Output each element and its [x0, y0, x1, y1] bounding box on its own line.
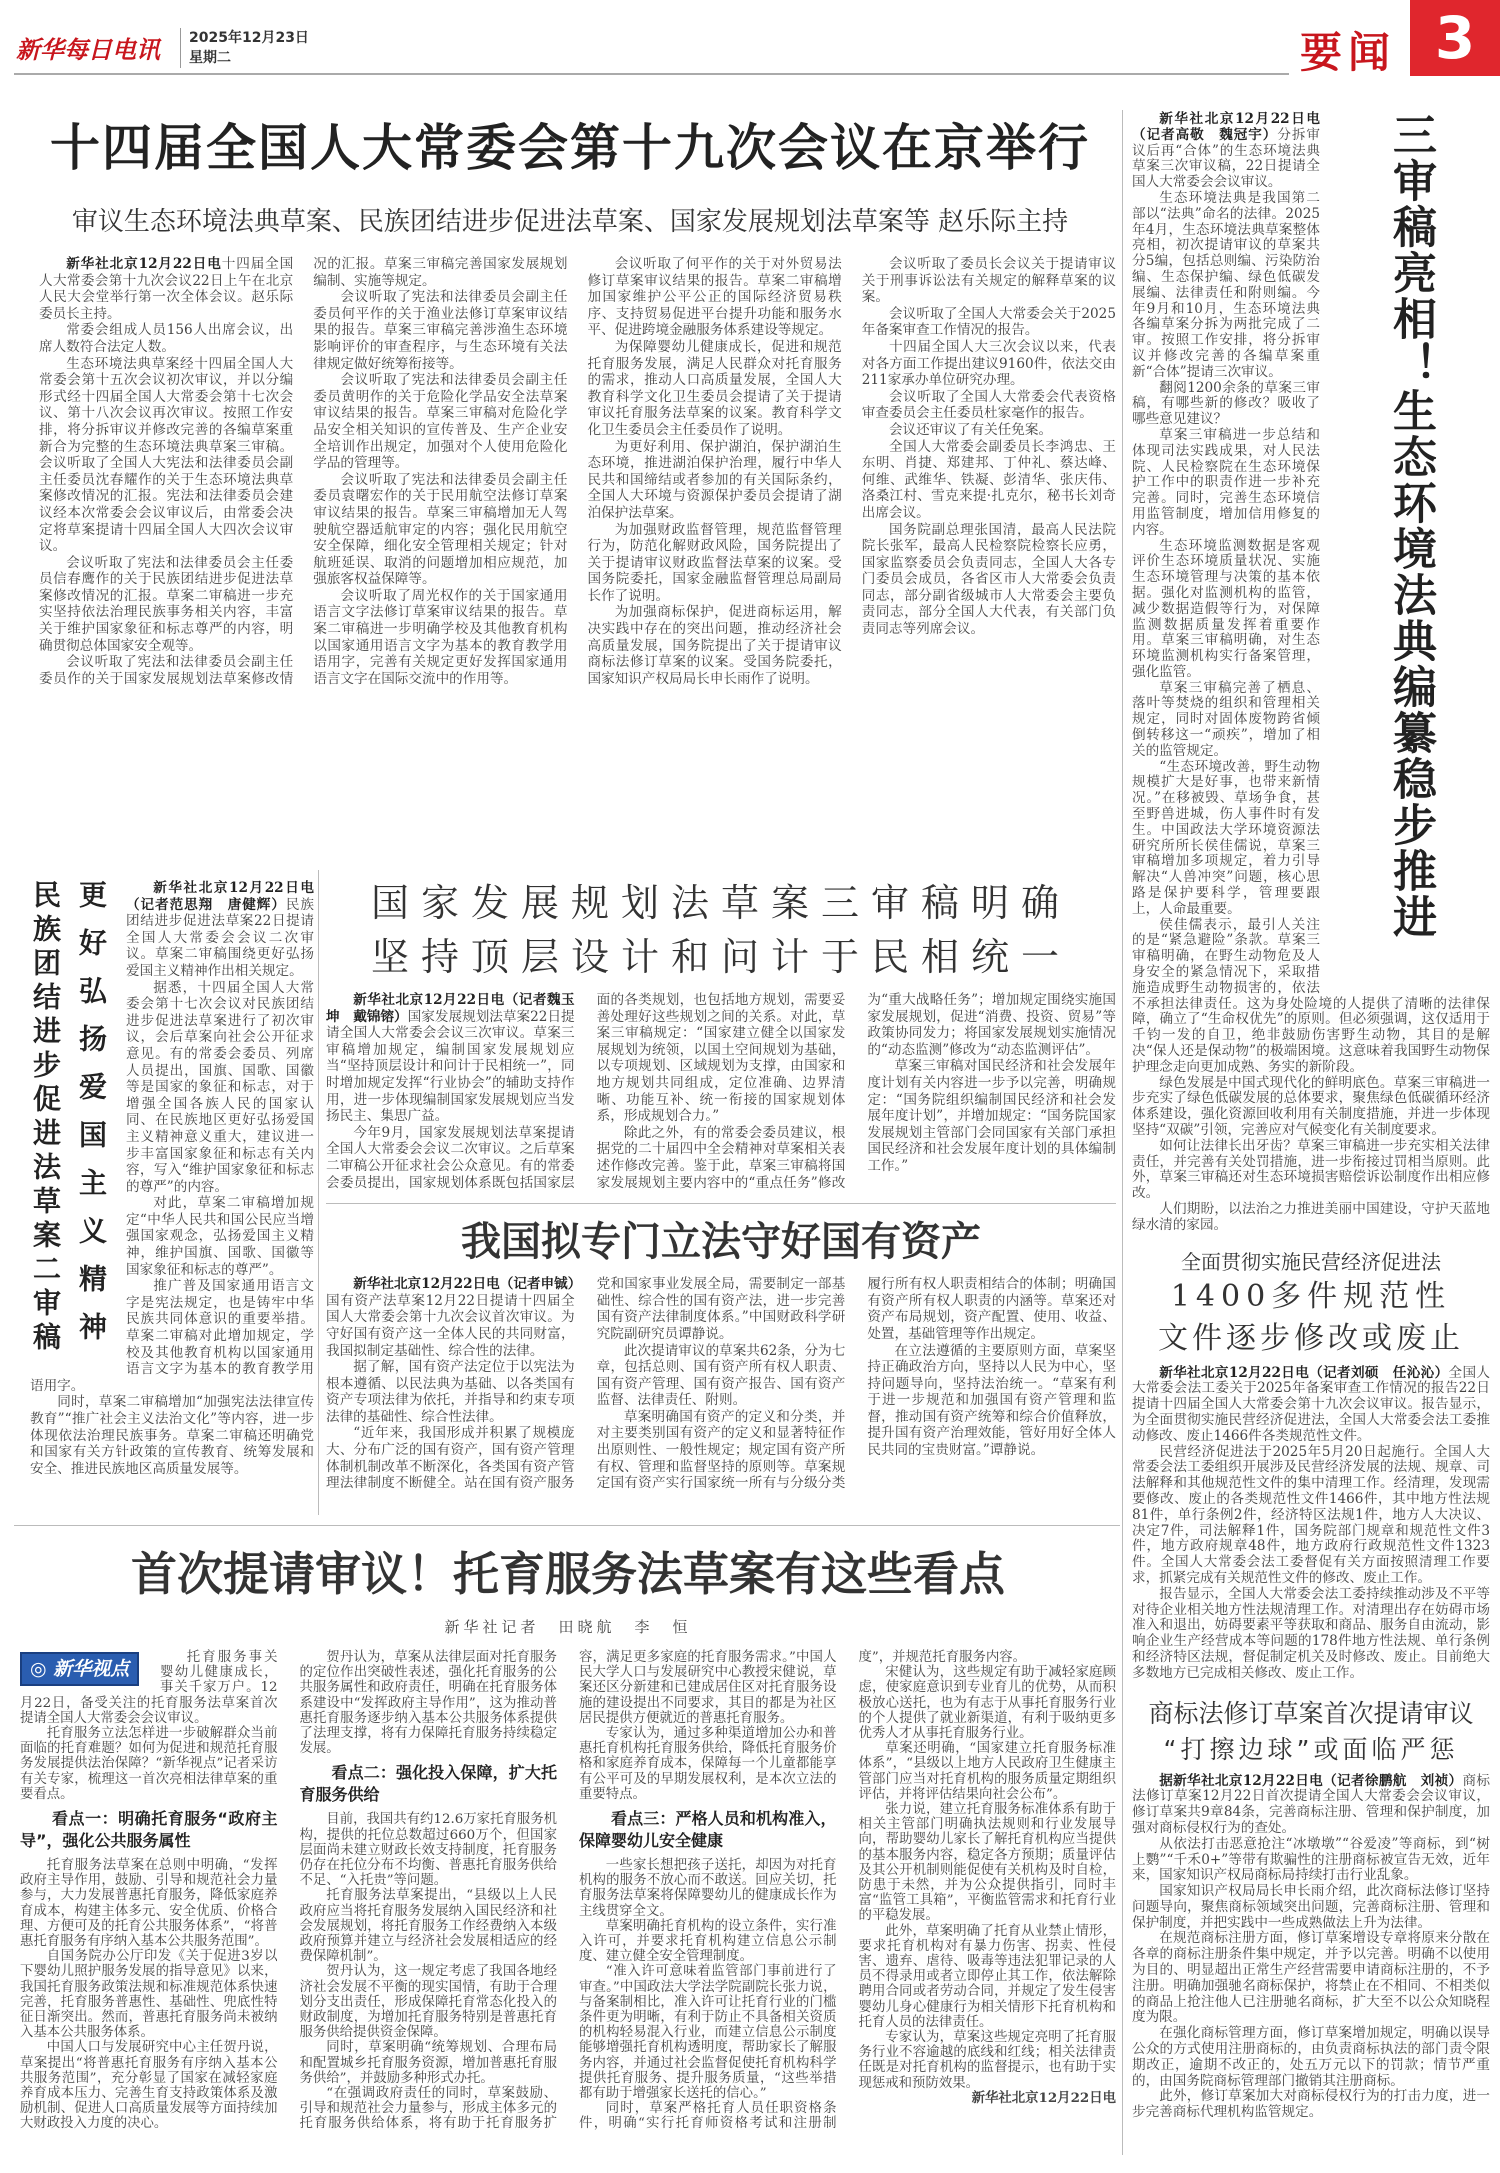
- paragraph-text: 如何让法律长出牙齿？草案三审稿进一步充实相关法律责任，并完善有关处罚措施，进一步衔接过罚相当原则。此外，草案三审稿还对生态环境损害赔偿诉讼制度作出相应修改。: [1132, 1137, 1490, 1202]
- state-assets-headline: 我国拟专门立法守好国有资产: [461, 1218, 981, 1266]
- paragraph: [326, 992, 575, 1125]
- trademark-headline-1: 商标法修订草案首次提请审议: [1148, 1698, 1474, 1728]
- paragraph-text: “近年来，我国形成并积累了规模庞大、分布广泛的国有资产，国有资产管理体制机制改革不断深化，各类国有资产管理法律制度不断健全。站在国有资产服务党和国家事业发展全局，需要制定一部基础性、综合性的国有资产法，进一步完善国有资产法律制度体系。”中国财政科学研究院副研究员谭静说。: [326, 1276, 846, 1492]
- lead-article-body: [39, 256, 1116, 687]
- column-divider: [318, 870, 319, 1515]
- paragraph-text: 除此之外，有的常委会委员建议，根据党的二十届四中全会精神对草案相关表述作修改完善。鉴于此，草案三审稿将国家发展规划主要内容中的“重点任务”修改为“重大战略任务”；增加规定围绕实施国家发展规划，促进“消费、投资、贸易”等政策协同发力；将国家发展规划实施情况的“动态监测”修改为“动态监测评估”。: [596, 992, 1116, 1191]
- paragraph: [588, 604, 842, 687]
- paragraph-text: 生态环境监测数据是客观评价生态环境质量状况、实施生态环境管理与决策的基本依据。强化对监测机构的监管，减少数据造假等行为，对保障监测数据质量发挥着重要作用。草案三审稿明确，对生态环境监测机构实行备案管理，强化监管。: [1132, 537, 1320, 680]
- paragraph-text: 国家知识产权局局长申长雨介绍，此次商标法修订坚持问题导向，聚焦商标领域突出问题，完善商标注册、管理和保护制度，并把实践中一些成熟做法上升为法律。: [1132, 1883, 1490, 1931]
- paragraph-text: 从依法打击恶意抢注“冰墩墩”“谷爱凌”等商标，到“树上鹦”“千禾0+”等带有欺骗性的注册商标被宣告无效，近年来，国家知识产权局商标局持续打击行业乱象。: [1132, 1835, 1490, 1884]
- paragraph: [30, 1394, 314, 1477]
- paragraph-text: 会议听取了宪法和法律委员会主任委员信春鹰作的关于民族团结进步促进法草案修改情况的汇报。草案二审稿进一步充实坚持依法治理民族事务相关内容，丰富关于维护国家象征和标志尊严的内容，明确贯彻总体国家安全观等。: [39, 554, 294, 654]
- paragraph: [859, 1741, 1117, 1802]
- paragraph-text: 商标法修订草案12月22日首次提请全国人大常委会会议审议，修订草案共9章84条，完善商标注册、管理和保护制度，加强对商标侵权行为的查处。: [1132, 1772, 1490, 1836]
- paragraph-text: 会议还审议了有关任免案。: [888, 421, 1053, 438]
- paragraph: [588, 439, 842, 522]
- paragraph: [1132, 1076, 1490, 1139]
- paragraph: [1132, 1837, 1490, 1884]
- paragraph-text: 今年9月，国家发展规划法草案提请全国人大常委会会议二次审议。之后草案二审稿公开征求社会公众意见。有的常委会委员提出，国家规划体系既包括国家层面的各类规划，也包括地方规划，需要妥善处理好这些规划之间的关系。对此，草案三审稿规定：“国家建立健全以国家发展规划为统领，以国土空间规划为基础，以专项规划、区域规划为支撑，由国家和地方规划共同组成，定位准确、边界清晰、功能互补、统一衔接的国家规划体系，形成规划合力。”: [326, 992, 846, 1191]
- paragraph-text: 为更好利用、保护湖泊，保护湖泊生态环境，推进湖泊保护治理，履行中华人民共和国缔结或者参加的有关国际条约，全国人大环境与资源保护委员会提请了湖泊保护法草案。: [587, 438, 842, 521]
- env-code-article-body: [1132, 112, 1490, 1234]
- middle-articles: [326, 876, 1116, 1492]
- dateline: 新华社北京12月22日电（记者高敬 魏冠宇）: [1132, 111, 1320, 143]
- paragraph-text: 同时，草案严格托育人员任职资格条件，明确“实行托育师资格考试和注册制度”，并规范托育服务内容。: [579, 1650, 1027, 2132]
- paragraph: [579, 1964, 837, 2101]
- paragraph-text: 全国人大常委会副委员长李鸿忠、王东明、肖捷、郑建邦、丁仲礼、蔡达峰、何维、武维华、铁凝、彭清华、张庆伟、洛桑江村、雪克来提·扎克尔，秘书长刘奇出席会议。: [861, 438, 1116, 521]
- paragraph-text: 国务院副总理张国清，最高人民法院院长张军，最高人民检察院检察长应勇，国家监察委员会负责同志，全国人大各专门委员会成员，各省区市人大常委会负责同志，部分副省级城市人大常委会主要负责同志，部分全国人大代表，有关部门负责同志等列席会议。: [861, 521, 1116, 638]
- paragraph: [1132, 2089, 1490, 2121]
- paragraph: [1132, 1445, 1490, 1587]
- paragraph-text: 人们期盼，以法治之力推进美丽中国建设，守护天蓝地绿水清的家园。: [1132, 1200, 1490, 1233]
- paragraph: [20, 1726, 278, 1802]
- private-econ-headline-1: 1400多件规范性: [1170, 1278, 1452, 1314]
- paragraph: [597, 1343, 846, 1409]
- paragraph: [1132, 2026, 1490, 2089]
- paragraph-text: 托育服务法草案在总则中明确，“发挥政府主导作用，鼓励、引导和规范社会力量参与，大力发展普惠托育服务，降低家庭养育成本，构建主体多元、安全优质、价格合理、方便可及的托育公共服务体系”，“将普惠托育服务有序纳入基本公共服务范围”。: [20, 1858, 278, 1950]
- paragraph: [326, 1359, 575, 1425]
- paragraph-text: 十四届全国人大三次会议以来，代表对各方面工作提出建议9160件，依法交由211家承办单位研究办理。: [861, 338, 1116, 389]
- paragraph-text: 同时，草案明确“统筹规划、合理布局和配置城乡托育服务资源，增加普惠托育服务供给”，并鼓励多种形式办托。: [299, 2040, 557, 2086]
- paragraph-text: 报告显示，全国人大常委会法工委持续推动涉及不平等对待企业相关地方性法规清理工作。对清理出存在妨碍市场准入和退出，妨碍要素平等获取和商品、服务自由流动，影响企业生产经营成本等问题的178件地方性法规、单行条例和经济特区法规，督促制定机关及时修改、废止。目前绝大多数地方已完成相关修改、废止工作。: [1132, 1585, 1490, 1681]
- section-name: 要闻: [1300, 28, 1397, 77]
- paragraph-text: 此次提请审议的草案共62条，分为七章，包括总则、国有资产所有权人职责、国有资产管理、国有资产报告、国有资产监督、法律责任、附则。: [596, 1342, 846, 1409]
- paragraph-text: 在规范商标注册方面，修订草案增设专章将原来分散在各章的商标注册条件集中规定，并予以完善。明确不以使用为目的、明显超出正常生产经营需要申请商标注册的，不予注册。明确加强驰名商标保护，将禁止在不相同、不相类似的商品上抢注他人已注册驰名商标，扩大至不以公众知晓程度为限。: [1132, 1930, 1490, 2026]
- paragraph: [1132, 1366, 1490, 1445]
- paragraph: [1132, 1587, 1490, 1682]
- paragraph: [20, 1858, 278, 1949]
- paragraph-text: 会议听取了宪法和法律委员会副主任委员黄明作的关于危险化学品安全法草案审议结果的报告。草案三审稿对危险化学品安全相关知识的宣传普及、生产企业安全培训作出规定，加强对个人使用危险化学品的管理等。: [313, 372, 568, 472]
- paragraph-text: 全国人大常委会法工委关于2025年备案审查工作情况的报告22日提请十四届全国人大常委会第十九次会议审议。报告显示，为全面贯彻实施民营经济促进法，全国人大常委会法工委推动修改、废止1466件各类规范性文件。: [1132, 1364, 1490, 1444]
- paragraph-text: 托育服务法草案提出，“县级以上人民政府应当将托育服务发展纳入国民经济和社会发展规划，将托育服务工作经费纳入本级政府预算并建立与经济社会发展相适应的经费保障机制”。: [299, 1888, 557, 1965]
- unity-article: [30, 880, 314, 1477]
- paragraph-text: 生态环境法典草案经十四届全国人大常委会第十五次会议初次审议，并以分编形式经十四届全国人大常委会第十七次会议、第十八次会议再次审议。按照工作安排，将分拆审议并修改完善的各编草案重新合为完整的生态环境法典草案三审稿。会议听取了全国人大宪法和法律委员会副主任委员沈春耀作的关于生态环境法典草案修改情况的汇报。宪法和法律委员会建议经本次常委会会议审议后，由常委会决定将草案提请十四届全国人大四次会议审议。: [39, 355, 294, 555]
- paragraph: [20, 1949, 278, 2040]
- trademark-article-body: [1132, 1774, 1490, 2122]
- paragraph: [39, 555, 293, 655]
- paragraph-text: 草案三审稿完善了栖息、落叶等焚烧的组织和管理相关规定，同时对固体废物跨省倾倒转移这一“顽疾”，增加了相关的监管规定。: [1132, 679, 1320, 759]
- paragraph: [1132, 1139, 1490, 1202]
- paragraph: [579, 1858, 837, 1919]
- paragraph: [867, 1343, 1116, 1459]
- paragraph-text: “准入许可意味着监管部门事前进行了审查。”中国政法大学法学院副院长张力说，与备案制相比，准入许可让托育行业的门槛条件更为明晰，有利于防止不具备相关资质的机构轻易混入行业，而建立信息公示制度能够增强托育机构透明度，帮助家长了解服务内容，并通过社会监督促使托育机构科学提供托育服务、提升服务质量，“这些举措都有助于增强家长送托的信心。”: [579, 1964, 837, 2102]
- paragraph: [859, 1924, 1117, 2030]
- paragraph: [579, 1919, 837, 1965]
- paragraph-text: 十四届全国人大常委会第十九次会议22日上午在北京人民大会堂举行第一次全体会议。赵乐际委员长主持。: [39, 256, 294, 322]
- paragraph-text: 草案还明确，“国家建立托育服务标准体系”，“县级以上地方人民政府卫生健康主管部门应当对托育机构的服务质量定期组织评估，并将评估结果向社会公布”。: [858, 1741, 1116, 1802]
- paragraph: [300, 2040, 558, 2086]
- paragraph-text: 会议听取了何平作的关于对外贸易法修订草案审议结果的报告。草案二审稿增加国家维护公平公正的国际经济贸易秩序、支持贸易促进平台提升功能和服务水平、促进跨境金融服务体系建设等规定。: [587, 256, 842, 339]
- paragraph-text: 分拆审议后再“合体”的生态环境法典草案三次审议稿，22日提请全国人大常委会会议审议。: [1132, 126, 1321, 191]
- paragraph-text: 绿色发展是中国式现代化的鲜明底色。草案三审稿进一步充实了绿色低碳发展的总体要求，聚焦绿色低碳循环经济体系建设，强化资源回收利用有关制度措施，并进一步体现坚持“双碳”引领，完善应对气候变化有关制度要求。: [1132, 1074, 1490, 1138]
- dateline: 新华社北京12月22日电（记者范思翔 唐健辉）: [126, 880, 314, 913]
- lead-headline: 十四届全国人大常委会第十九次会议在京举行: [50, 118, 1090, 177]
- newspaper-logo: 新华每日电讯: [16, 35, 160, 64]
- paragraph-text: 中国人口与发展研究中心主任贺丹说，草案提出“将普惠托育服务有序纳入基本公共服务范围”，充分彰显了国家在减轻家庭养育成本压力、完善生育支持政策体系及激励机制、促进人口高质量发展等方面持续加大财政投入力度的决心。: [20, 2040, 278, 2132]
- unity-headline-box: [30, 880, 118, 1370]
- childcare-byline: 新华社记者 田晓航 李 恒: [444, 1618, 692, 1636]
- paragraph-text: 国家发展规划法草案22日提请全国人大常委会会议三次审议。草案三审稿增加规定，编制国家发展规划应当“坚持顶层设计和问计于民相统一”，同时增加规定发挥“行业协会”的辅助支持作用，进一步体现编制国家发展规划应当发扬民主、集思广益。: [326, 1008, 575, 1125]
- paragraph-text: 此外，草案明确了托育从业禁止情形，要求托育机构对有暴力伤害、拐卖、性侵害、遗弃、虐待、吸毒等违法犯罪记录的人员不得录用或者立即停止其工作，依法解除聘用合同或者劳动合同，并规定了发生侵害婴幼儿身心健康行为相关情形下托育机构和托育人员的法律责任。: [858, 1923, 1116, 2030]
- paragraph: [862, 339, 1116, 389]
- page-number: 3: [1410, 0, 1500, 76]
- paragraph: [1132, 1884, 1490, 1931]
- paragraph-text: 目前，我国共有约12.6万家托育服务机构，提供的托位总数超过660万个，但国家层面尚未建立财政长效支持制度，托育服务仍存在托位分布不均衡、普惠托育服务供给不足、“入托贵”等问题。: [299, 1812, 557, 1889]
- paragraph-text: 托育服务立法怎样进一步破解群众当前面临的托育难题？如何为促进和规范托育服务发展提供法治保障？“新华视点”记者采访有关专家，梳理这一首次亮相法律草案的重要看点。: [20, 1726, 278, 1802]
- paragraph: [588, 522, 842, 605]
- paragraph-text: 为保障婴幼儿健康成长，促进和规范托育服务发展，满足人民群众对托育服务的需求，推动人口高质量发展，全国人大教育科学文化卫生委员会提请了关于提请审议托育服务法草案的议案。教育科学文化卫生委员会主任委员作了说明。: [587, 338, 842, 438]
- paragraph-text: 会议听取了委员长会议关于提请审议关于刑事诉讼法有关规定的解释草案的议案。: [861, 256, 1116, 306]
- paragraph: [1132, 1774, 1490, 1837]
- paragraph-text: “生态环境改善，野生动物规模扩大是好事，也带来新情况。”在移被毁、草场争食，甚至野兽进城，伤人事件时有发生。中国政法大学环境资源法研究所所长侯佳儒说，草案三审稿增加多项规定，着力引导解决“人兽冲突”问题，核心思路是保护要科学，管理要跟上，人命最重要。: [1132, 758, 1320, 917]
- paragraph-text: 会议听取了宪法和法律委员会副主任委员何平作的关于渔业法修订草案审议结果的报告。草案三审稿完善涉渔生态环境影响评价的审查程序，与生态环境有关法律规定做好统筹衔接等。: [313, 289, 568, 372]
- column-divider: [1122, 110, 1123, 2155]
- paragraph: [862, 439, 1116, 522]
- paragraph: [313, 588, 567, 688]
- unity-subheadline: 更好弘扬爱国主义精神: [75, 880, 108, 1360]
- childcare-article-body: [20, 1650, 1116, 2132]
- planning-headline-2: 坚持顶层设计和问计于民相统一: [370, 935, 1071, 979]
- paragraph: [588, 256, 842, 339]
- paragraph-text: 民营经济促进法于2025年5月20日起施行。全国人大常委会法工委组织开展涉及民营经济发展的法规、规章、司法解释和其他规范性文件的集中清理工作。经清理，发现需要修改、废止的各类规范性文件1466件，其中地方性法规81件，单行条例2件，经济特区法规1件，地方人大决议、决定7件，司法解释1件，国务院部门规章和规范性文件3件，地方政府规章48件，地方政府行政规范性文件1323件。全国人大常委会法工委督促有关方面按照清理工作要求，抓紧完成有关规范性文件的修改、废止工作。: [1132, 1443, 1490, 1586]
- spacer: [1132, 1234, 1490, 1248]
- private-econ-headline-2: 文件逐步修改或废止: [1158, 1320, 1464, 1356]
- paragraph-text: 会议听取了宪法和法律委员会副主任委员作的关于国家发展规划法草案修改情况的汇报。草案三审稿完善国家发展规划编制、实施等规定。: [39, 256, 568, 687]
- paragraph-text: 在立法遵循的主要原则方面，草案坚持正确政治方向，坚持以人民为中心，坚持问题导向，坚持法治统一。“草案有利于进一步规范和加强国有资产管理和监督，推动国有资产统筹和综合价值释放，提升国有资产治理效能，管好用好全体人民共同的宝贵财富。”谭静说。: [867, 1342, 1116, 1459]
- planning-article-body: [326, 992, 1116, 1191]
- dateline: 新华社北京12月22日电（记者魏玉坤 戴锦镕）: [326, 992, 575, 1025]
- env-code-headline-box: [1330, 112, 1490, 992]
- issue-date: [180, 28, 309, 68]
- env-code-headline: 三审稿亮相！生态环境法典编纂稳步推进: [1385, 112, 1436, 940]
- xinhua-viewpoint-badge: ◎ 新华视点: [20, 1652, 139, 1686]
- paragraph: [20, 2040, 278, 2131]
- paragraph-text: 常委会组成人员156人出席会议，出席人数符合法定人数。: [39, 322, 294, 355]
- subheading: 看点一：明确托育服务“政府主导”，强化公共服务属性: [20, 1809, 278, 1851]
- spacer: [1132, 1682, 1490, 1696]
- paragraph-text: 会议听取了全国人大常委会代表资格审查委员会主任委员杜家毫作的报告。: [861, 388, 1116, 422]
- paragraph-text: 张力说，建立托育服务标准体系有助于相关主管部门明确执法规则和行业发展导向，帮助婴幼儿家长了解托育机构应当提供的基本服务内容，稳定各方预期；质量评估及其公开机制则能促使有关机构及时自检，防患于未然，并为公众提供指引，同时丰富“监管工具箱”，平衡监管需求和托育行业的平稳发展。: [858, 1802, 1116, 1924]
- paragraph: [862, 256, 1116, 306]
- paragraph-text: 专家认为，通过多种渠道增加公办和普惠托育机构托育服务供给，降低托育服务价格和家庭养育成本，保障每一个儿童都能享有公平可及的早期发展权利，是本次立法的重要特点。: [579, 1726, 837, 1802]
- paragraph-text: 专家认为，草案这些规定亮明了托育服务行业不容逾越的底线和红线；相关法律责任既是对托育机构的监督提示，也有助于实现惩戒和预防效果。: [858, 2030, 1116, 2091]
- paragraph: [300, 1964, 558, 2040]
- paragraph: [588, 339, 842, 439]
- camera-icon: ◎: [30, 1658, 54, 1680]
- paragraph-text: 会议听取了周光权作的关于国家通用语言文字法修订草案审议结果的报告。草案二审稿进一步明确学校及其他教育机构以国家通用语言文字为基本的教育教学用语用字，完善有关规定更好发挥国家通用语言文字在国际交流中的作用等。: [313, 587, 568, 687]
- dateline: 新华社北京12月22日电（记者申铖）: [353, 1276, 582, 1293]
- badge-spacer: [20, 1650, 160, 1688]
- paragraph: [867, 1058, 1116, 1174]
- section-divider: [326, 1203, 1116, 1204]
- right-column: [1132, 112, 1490, 2121]
- weekday: 星期二: [189, 50, 231, 66]
- paragraph-text: 民族团结进步促进法草案22日提请全国人大常委会会议二次审议。草案二审稿围绕更好弘扬爱国主义精神作出相关规定。: [126, 896, 315, 979]
- state-assets-article-body: [326, 1276, 1116, 1492]
- paragraph: [859, 2030, 1117, 2091]
- dateline: 据新华社北京12月22日电（记者徐鹏航 刘祯）: [1159, 1772, 1463, 1789]
- paragraph-text: 在强化商标管理方面，修订草案增加规定，明确以误导公众的方式使用注册商标的，由负责商标执法的部门责令限期改正，逾期不改正的，处五万元以下的罚款；情节严重的，由国务院商标管理部门撤销其注册商标。: [1132, 2025, 1490, 2089]
- paragraph-text: 贺丹认为，这一规定考虑了我国各地经济社会发展不平衡的现实国情，有助于合理划分支出责任，形成保障托育常态化投入的财政制度，为增加托育服务特别是普惠托育服务供给提供资金保障。: [299, 1964, 557, 2041]
- paragraph: [39, 356, 293, 555]
- paragraph: [1132, 1931, 1490, 2026]
- paragraph-text: 此外，修订草案加大对商标侵权行为的打击力度，进一步完善商标代理机构监管规定。: [1132, 2088, 1490, 2121]
- paragraph: [39, 322, 293, 355]
- paragraph-text: 贺丹认为，草案从法律层面对托育服务的定位作出突破性表述，强化托育服务的公共服务属性和政府责任，明确在托育服务体系建设中“发挥政府主导作用”，这为推动普惠托育服务逐步纳入基本公共服务体系提供了法理支撑，将有力保障托育服务持续稳定发展。: [299, 1650, 557, 1757]
- paragraph-text: 一些家长想把孩子送托，却因为对托育机构的服务不放心而不敢送。回应关切，托育服务法草案将保障婴幼儿的健康成长作为主线贯穿全文。: [579, 1858, 837, 1919]
- paragraph: [1132, 1202, 1490, 1234]
- paragraph-text: 据悉，十四届全国人大常委会第十七次会议对民族团结进步促进法草案进行了初次审议，会后草案向社会公开征求意见。有的常委会委员、列席人员提出，国旗、国歌、国徽等是国家的象征和标志，对于增强全国各族人民的国家认同、在民族地区更好弘扬爱国主义精神意义重大，建议进一步丰富国家象征和标志有关内容，写入“维护国家象征和标志的尊严”的内容。: [126, 979, 314, 1195]
- paragraph-text: 为加强财政监督管理，规范监督管理行为，防范化解财政风险，国务院提出了关于提请审议财政监督法草案的议案。受国务院委托，国家金融监督管理总局副局长作了说明。: [587, 521, 842, 604]
- paragraph: [862, 522, 1116, 638]
- masthead-rule: [14, 73, 1289, 75]
- private-econ-article-body: [1132, 1366, 1490, 1682]
- section-divider: [14, 1525, 1120, 1526]
- paragraph-text: 草案明确托育机构的设立条件，实行准入许可，并要求托育机构建立信息公示制度、建立健全安全管理制度。: [579, 1918, 837, 1965]
- paragraph-text: 为加强商标保护，促进商标运用，解决实践中存在的突出问题，推动经济社会高质量发展，国务院提出了关于提请审议商标法修订草案的议案。受国务院委托，国家知识产权局局长申长雨作了说明。: [587, 604, 842, 687]
- paragraph: [313, 372, 567, 472]
- paragraph-text: 草案三审稿对国民经济和社会发展年度计划有关内容进一步予以完善，明确规定：“国务院组织编制国民经济和社会发展年度计划”，并增加规定：“国务院国家发展规划主管部门会同国家有关部门承担国民经济和社会发展年度计划的具体编制工作。”: [867, 1058, 1116, 1174]
- paragraph-text: 托育服务事关婴幼儿健康成长，事关千家万户。12月22日，备受关注的托育服务法草案首次提请全国人大常委会会议审议。: [20, 1650, 278, 1726]
- paragraph: [859, 1802, 1117, 1924]
- paragraph-text: 宋健认为，这些规定有助于减轻家庭顾虑，使家庭意识到专业育儿的优势，从而积极放心送托，也为有志于从事托育服务行业的个人提供了就业新渠道，有利于吸纳更多优秀人才从事托育服务行业。: [858, 1665, 1116, 1742]
- signoff: 新华社北京12月22日电: [971, 2089, 1116, 2106]
- paragraph: [39, 256, 293, 322]
- paragraph-text: 自国务院办公厅印发《关于促进3岁以下婴幼儿照护服务发展的指导意见》以来，我国托育服务政策法规和标准规范体系快速完善，托育服务普惠性、基础性、兜底性特征日渐突出。然而，普惠托育服务尚未被纳入基本公共服务体系。: [20, 1949, 278, 2041]
- paragraph: [862, 306, 1116, 339]
- paragraph: [313, 289, 567, 372]
- private-econ-kicker: 全面贯彻实施民营经济促进法: [1181, 1249, 1441, 1274]
- paragraph: [326, 1276, 582, 1359]
- paragraph-text: 会议听取了宪法和法律委员会副主任委员袁曙宏作的关于民用航空法修订草案审议结果的报告。草案三审稿增加无人驾驶航空器适航审定的内容；强化民用航空安全保障，细化安全管理相关规定；针对航班延误、取消的问题增加相应规范，加强旅客权益保障等。: [313, 471, 568, 588]
- paragraph: [859, 1665, 1117, 1741]
- paragraph-text: 推广普及国家通用语言文字是宪法规定，也是铸牢中华民族共同体意识的重要举措。草案二审稿对此增加规定，学校及其他教育机构以国家通用语言文字为基本的教育教学用语用字。: [30, 1278, 314, 1394]
- paragraph: [313, 472, 567, 588]
- paragraph-text: 对此，草案二审稿增加规定“中华人民共和国公民应当增强国家观念，弘扬爱国主义精神，维护国旗、国歌、国徽等国家象征和标志的尊严”。: [126, 1195, 314, 1278]
- paragraph-text: 生态环境法典是我国第二部以“法典”命名的法律。2025年4月，生态环境法典草案整体亮相，初次提请审议的草案共分5编，包括总则编、污染防治编、生态保护编、绿色低碳发展编、法律责任和附则编。今年9月和10月，生态环境法典各编草案分拆为两批完成了二审。按照工作安排，将分拆审议并修改完善的各编草案重新“合体”提请三次审议。: [1132, 189, 1320, 380]
- trademark-headline-2: “打擦边球”或面临严惩: [1163, 1734, 1459, 1764]
- paragraph-text: “在强调政府责任的同时，草案鼓励、引导和规范社会力量参与，形成主体多元的托育服务供给体系，将有助于托育服务扩容，满足更多家庭的托育服务需求。”中国人民大学人口与发展研究中心教授宋健说，草案还区分新建和已建成居住区对托育服务设施的建设提出不同要求，其目的都是为社区居民提供方便就近的普惠托育服务。: [299, 1650, 837, 2132]
- dateline: 新华社北京12月22日电: [66, 256, 222, 272]
- subheading: 看点三：严格人员和机构准入，保障婴幼儿安全健康: [579, 1809, 837, 1851]
- planning-headline-1: 国家发展规划法草案三审稿明确: [370, 881, 1071, 925]
- childcare-headline: 首次提请审议！托育服务法草案有这些看点: [131, 1547, 1005, 1601]
- paragraph: [300, 1650, 558, 1756]
- paragraph: [579, 1726, 837, 1802]
- paragraph: [300, 1888, 558, 1964]
- paragraph-text: 草案明确国有资产的定义和分类，并对主要类别国有资产的定义和显著特征作出原则性、一般性规定；规定国有资产所有权、管理和监督坚持的原则等。草案规定国有资产实行国家统一所有与分级分类履行所有权人职责相结合的体制；明确国有资产所有权人职责的内涵等。草案还对资产布局规划，资产配置、使用、收益、处置，基础管理等作出规定。: [596, 1276, 1116, 1492]
- paragraph-text: 会议听取了全国人大常委会关于2025年备案审查工作情况的报告。: [861, 305, 1116, 339]
- paragraph-text: 据了解，国有资产法定位于以宪法为根本遵循、以民法典为基础、以各类国有资产专项法律为依托，并指导和约束专项法律的基础性、综合性法律。: [326, 1359, 575, 1425]
- paragraph-text: 草案三审稿进一步总结和体现司法实践成果，对人民法院、人民检察院在生态环境保护工作中的职责作进一步补充完善。同时，完善生态环境信用监管制度，增加信用修复的内容。: [1132, 426, 1320, 538]
- subheading: 看点二：强化投入保障，扩大托育服务供给: [299, 1763, 557, 1805]
- paragraph: [862, 422, 1116, 439]
- lead-subheadline: 审议生态环境法典草案、民族团结进步促进法草案、国家发展规划法草案等 赵乐际主持: [71, 207, 1069, 237]
- unity-headline: 民族团结进步促进法草案二审稿: [29, 880, 62, 1356]
- paragraph-text: 同时，草案二审稿增加“加强宪法法律宣传教育”“推广社会主义法治文化”等内容，进一步体现依法治理民族事务。草案二审稿还明确党和国家有关方针政策的宣传教育、统筹发展和安全、推进民族地区高质量发展等。: [30, 1394, 314, 1477]
- paragraph: [862, 389, 1116, 422]
- paragraph: [300, 1812, 558, 1888]
- dateline: 新华社北京12月22日电（记者刘硕 任沁沁）: [1159, 1364, 1449, 1381]
- paragraph-text: 侯佳儒表示，最引人关注的是“紧急避险”条款。草案三审稿明确，在野生动物危及人身安全的紧急情况下，采取措施造成野生动物损害的，依法不承担法律责任。这为身处险境的人提供了清晰的法律保障，确立了“生命权优先”的原则。但必须强调，这仅适用于千钧一发的自卫，绝非鼓励伤害野生动物，其目的是解决“保人还是保动物”的极端困境。这意味着我国野生动物保护理念走向更加成熟、务实的新阶段。: [1132, 916, 1490, 1075]
- paragraph-text: 国有资产法草案12月22日提请十四届全国人大常委会第十九次会议首次审议。为守好国有资产这一全体人民的共同财富，我国拟制定基础性、综合性的法律。: [326, 1292, 575, 1359]
- paragraph-text: 翻阅1200余条的草案三审稿，有哪些新的修改？吸收了哪些意见建议？: [1132, 379, 1320, 428]
- date: 2025年12月23日: [189, 30, 309, 46]
